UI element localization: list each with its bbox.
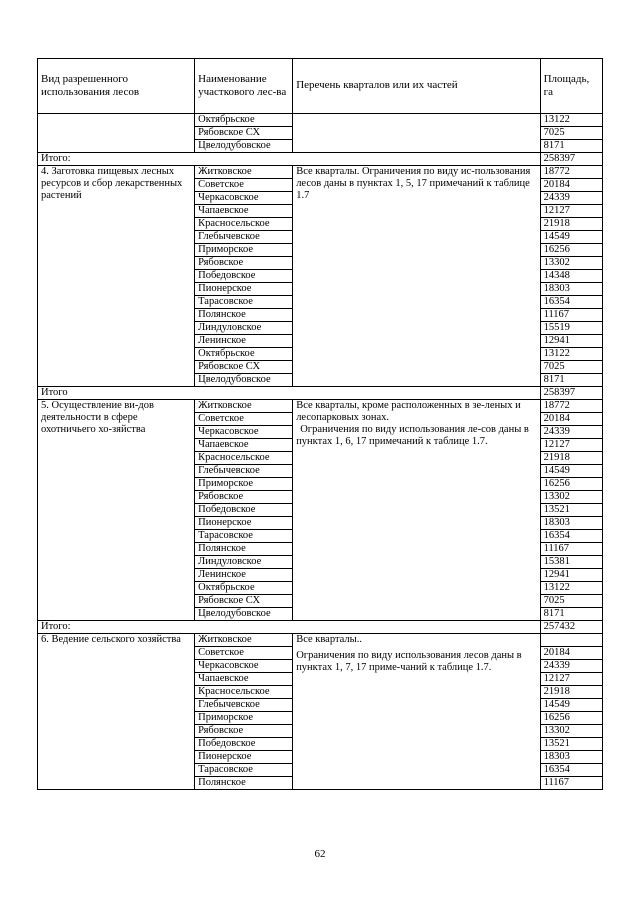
area-cell: 20184 bbox=[540, 647, 602, 660]
district-cell: Полянское bbox=[195, 543, 293, 556]
table-body bbox=[38, 114, 603, 790]
forest-use-table bbox=[37, 58, 603, 790]
area-cell: 7025 bbox=[540, 595, 602, 608]
area-cell: 13302 bbox=[540, 491, 602, 504]
district-cell: Пионерское bbox=[195, 283, 293, 296]
district-cell: Глебычевское bbox=[195, 231, 293, 244]
district-cell: Рябовское СХ bbox=[195, 127, 293, 140]
area-cell: 21918 bbox=[540, 452, 602, 465]
district-cell: Красносельское bbox=[195, 218, 293, 231]
area-cell: 8171 bbox=[540, 608, 602, 621]
table-header-row bbox=[38, 59, 603, 114]
area-cell: 16354 bbox=[540, 530, 602, 543]
district-cell: Тарасовское bbox=[195, 530, 293, 543]
area-cell: 11167 bbox=[540, 777, 602, 790]
area-cell: 12941 bbox=[540, 569, 602, 582]
area-cell: 12127 bbox=[540, 205, 602, 218]
district-cell: Рябовское bbox=[195, 725, 293, 738]
district-cell: Красносельское bbox=[195, 686, 293, 699]
area-cell: 13122 bbox=[540, 348, 602, 361]
area-cell: 11167 bbox=[540, 309, 602, 322]
district-cell: Глебычевское bbox=[195, 699, 293, 712]
district-cell: Рябовское СХ bbox=[195, 595, 293, 608]
total-area: 258397 bbox=[540, 153, 602, 166]
area-cell: 20184 bbox=[540, 413, 602, 426]
area-cell: 12127 bbox=[540, 673, 602, 686]
district-cell: Глебычевское bbox=[195, 465, 293, 478]
district-cell: Черкасовское bbox=[195, 426, 293, 439]
quarters-cell bbox=[293, 400, 540, 621]
district-cell: Победовское bbox=[195, 504, 293, 517]
table-row bbox=[38, 114, 603, 127]
district-cell: Октябрьское bbox=[195, 582, 293, 595]
district-cell: Рябовское bbox=[195, 491, 293, 504]
district-cell: Житковское bbox=[195, 634, 293, 647]
area-cell: 15381 bbox=[540, 556, 602, 569]
area-cell: 13302 bbox=[540, 725, 602, 738]
district-cell: Советское bbox=[195, 647, 293, 660]
quarters-note-line: Ограничения по виду использования ле-сов даны в пунктах 1, 6, 17 примечаний к таблице 1.7. bbox=[296, 424, 529, 447]
total-row bbox=[38, 621, 603, 634]
area-cell: 18772 bbox=[540, 166, 602, 179]
quarters-note-line: Ограничения по виду использования лесов даны в пунктах 1, 7, 17 приме-чаний к таблице 1.7. bbox=[296, 650, 522, 673]
district-cell: Октябрьское bbox=[195, 114, 293, 127]
district-cell: Чапаевское bbox=[195, 205, 293, 218]
area-cell: 14348 bbox=[540, 270, 602, 283]
district-cell: Чапаевское bbox=[195, 439, 293, 452]
district-cell: Полянское bbox=[195, 309, 293, 322]
area-cell: 16256 bbox=[540, 478, 602, 491]
header-use-type: Вид разрешенного использования лесов bbox=[38, 59, 195, 114]
district-cell: Цвелодубовское bbox=[195, 374, 293, 387]
area-cell: 16256 bbox=[540, 712, 602, 725]
quarters-cell bbox=[293, 634, 540, 790]
area-cell: 8171 bbox=[540, 140, 602, 153]
area-cell: 16354 bbox=[540, 764, 602, 777]
header-quarters: Перечень кварталов или их частей bbox=[293, 59, 540, 114]
district-cell: Житковское bbox=[195, 166, 293, 179]
area-cell: 13521 bbox=[540, 738, 602, 751]
use-type-cell: 4. Заготовка пищевых лесных ресурсов и сбор лекарственных растений bbox=[38, 166, 195, 387]
area-cell: 18303 bbox=[540, 517, 602, 530]
district-cell: Тарасовское bbox=[195, 296, 293, 309]
table-row bbox=[38, 400, 603, 413]
district-cell: Пионерское bbox=[195, 751, 293, 764]
area-cell: 13122 bbox=[540, 582, 602, 595]
page-number: 62 bbox=[314, 848, 326, 860]
table-row bbox=[38, 634, 603, 647]
use-type-cell: 6. Ведение сельского хозяйства bbox=[38, 634, 195, 790]
area-cell: 12941 bbox=[540, 335, 602, 348]
area-cell: 13302 bbox=[540, 257, 602, 270]
area-cell: 8171 bbox=[540, 374, 602, 387]
area-cell bbox=[540, 634, 602, 647]
area-cell: 14549 bbox=[540, 465, 602, 478]
area-cell: 7025 bbox=[540, 361, 602, 374]
district-cell: Тарасовское bbox=[195, 764, 293, 777]
area-cell: 24339 bbox=[540, 426, 602, 439]
area-cell: 14549 bbox=[540, 231, 602, 244]
district-cell: Советское bbox=[195, 413, 293, 426]
area-cell: 18772 bbox=[540, 400, 602, 413]
area-cell: 24339 bbox=[540, 660, 602, 673]
area-cell: 21918 bbox=[540, 218, 602, 231]
total-row bbox=[38, 153, 603, 166]
district-cell: Красносельское bbox=[195, 452, 293, 465]
area-cell: 24339 bbox=[540, 192, 602, 205]
district-cell: Октябрьское bbox=[195, 348, 293, 361]
total-area: 257432 bbox=[540, 621, 602, 634]
district-cell: Приморское bbox=[195, 712, 293, 725]
district-cell: Черкасовское bbox=[195, 660, 293, 673]
total-label: Итого bbox=[38, 387, 541, 400]
district-cell: Линдуловское bbox=[195, 322, 293, 335]
area-cell: 13521 bbox=[540, 504, 602, 517]
total-label: Итого: bbox=[38, 153, 541, 166]
area-cell: 18303 bbox=[540, 751, 602, 764]
quarters-note-line: Все кварталы, кроме расположенных в зе-леных и лесопарковых зонах. bbox=[296, 400, 521, 423]
use-type-cell: 5. Осуществление ви-дов деятельности в сфере охотничьего хо-зяйства bbox=[38, 400, 195, 621]
district-cell: Пионерское bbox=[195, 517, 293, 530]
quarters-cell bbox=[293, 114, 540, 153]
district-cell: Ленинское bbox=[195, 335, 293, 348]
area-cell: 13122 bbox=[540, 114, 602, 127]
quarters-note-line: Все кварталы.. bbox=[296, 634, 362, 645]
total-row bbox=[38, 387, 603, 400]
district-cell: Полянское bbox=[195, 777, 293, 790]
district-cell: Победовское bbox=[195, 738, 293, 751]
total-label: Итого: bbox=[38, 621, 541, 634]
district-cell: Победовское bbox=[195, 270, 293, 283]
district-cell: Рябовское bbox=[195, 257, 293, 270]
area-cell: 11167 bbox=[540, 543, 602, 556]
district-cell: Приморское bbox=[195, 244, 293, 257]
table-row bbox=[38, 166, 603, 179]
district-cell: Житковское bbox=[195, 400, 293, 413]
header-district: Наименование участкового лес-ва bbox=[195, 59, 293, 114]
area-cell: 7025 bbox=[540, 127, 602, 140]
use-type-cell bbox=[38, 114, 195, 153]
district-cell: Линдуловское bbox=[195, 556, 293, 569]
district-cell: Цвелодубовское bbox=[195, 608, 293, 621]
header-area: Площадь, га bbox=[540, 59, 602, 114]
area-cell: 18303 bbox=[540, 283, 602, 296]
district-cell: Рябовское СХ bbox=[195, 361, 293, 374]
quarters-cell: Все кварталы. Ограничения по виду ис-пользования лесов даны в пунктах 1, 5, 17 примечаний к таблице 1.7 bbox=[293, 166, 540, 387]
total-area: 258397 bbox=[540, 387, 602, 400]
district-cell: Приморское bbox=[195, 478, 293, 491]
area-cell: 16354 bbox=[540, 296, 602, 309]
area-cell: 14549 bbox=[540, 699, 602, 712]
area-cell: 20184 bbox=[540, 179, 602, 192]
area-cell: 16256 bbox=[540, 244, 602, 257]
area-cell: 15519 bbox=[540, 322, 602, 335]
area-cell: 21918 bbox=[540, 686, 602, 699]
district-cell: Цвелодубовское bbox=[195, 140, 293, 153]
district-cell: Ленинское bbox=[195, 569, 293, 582]
area-cell: 12127 bbox=[540, 439, 602, 452]
district-cell: Советское bbox=[195, 179, 293, 192]
district-cell: Чапаевское bbox=[195, 673, 293, 686]
district-cell: Черкасовское bbox=[195, 192, 293, 205]
